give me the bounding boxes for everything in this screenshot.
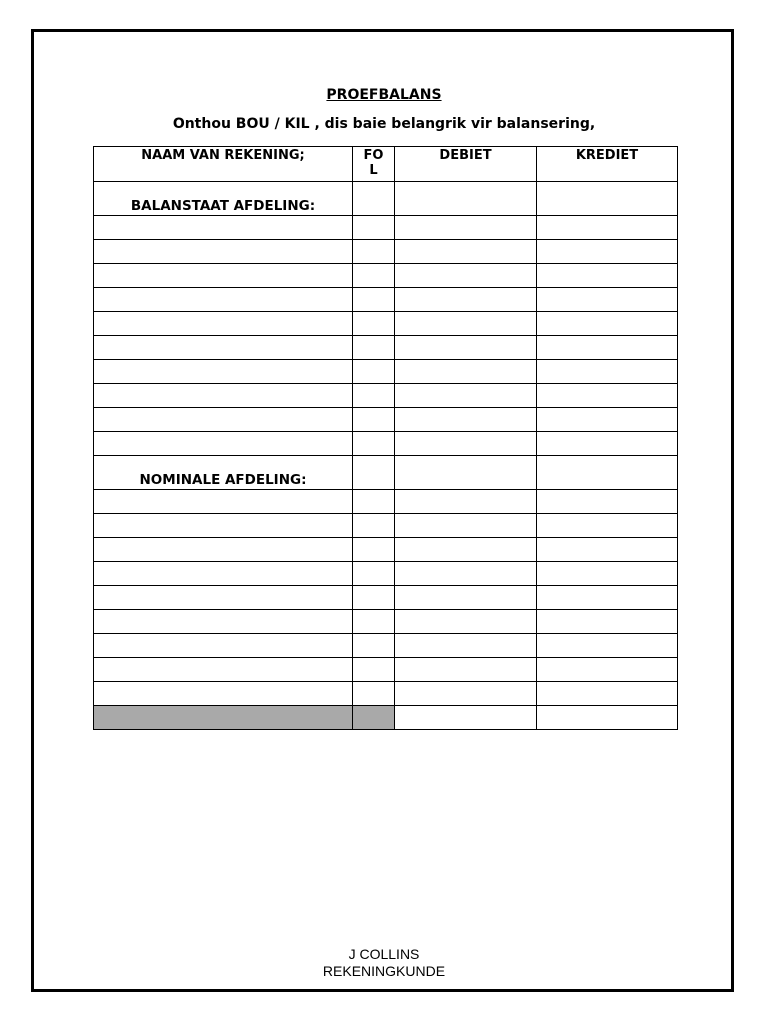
table-cell-debit[interactable] [395, 360, 537, 384]
table-cell-credit[interactable] [537, 634, 678, 658]
table-cell-credit[interactable] [537, 216, 678, 240]
table-cell-name[interactable] [94, 490, 353, 514]
table-cell-credit[interactable] [537, 432, 678, 456]
table-cell-fol[interactable] [353, 336, 395, 360]
table-cell-name[interactable] [94, 586, 353, 610]
table-row [94, 264, 678, 288]
total-row [94, 706, 678, 730]
table-cell-debit[interactable] [395, 240, 537, 264]
table-cell-fol[interactable] [353, 658, 395, 682]
table-cell-debit[interactable] [395, 432, 537, 456]
table-cell-credit[interactable] [537, 360, 678, 384]
table-cell-debit[interactable] [395, 216, 537, 240]
table-cell-name [94, 706, 353, 730]
table-row [94, 538, 678, 562]
footer-author: J COLLINS [348, 946, 420, 962]
table-cell-fol[interactable] [353, 312, 395, 336]
table-row [94, 408, 678, 432]
trial-balance-table [93, 146, 678, 730]
header-credit: KREDIET [537, 147, 678, 182]
table-cell-fol[interactable] [353, 216, 395, 240]
table-cell-debit[interactable] [395, 538, 537, 562]
table-cell-debit[interactable] [395, 514, 537, 538]
table-row [94, 586, 678, 610]
table-cell-credit[interactable] [537, 706, 678, 730]
section-label-balance-sheet: BALANSTAAT AFDELING: [94, 182, 353, 216]
table-row [94, 658, 678, 682]
table-cell-name[interactable] [94, 336, 353, 360]
table-cell-fol[interactable] [353, 384, 395, 408]
table-cell-debit[interactable] [395, 586, 537, 610]
table-cell-name[interactable] [94, 634, 353, 658]
table-cell-debit[interactable] [395, 312, 537, 336]
table-row [94, 432, 678, 456]
table-cell-credit[interactable] [537, 658, 678, 682]
table-cell-credit[interactable] [537, 610, 678, 634]
table-cell-fol[interactable] [353, 360, 395, 384]
footer [0, 946, 768, 980]
table-cell-debit[interactable] [395, 706, 537, 730]
table-cell-fol[interactable] [353, 408, 395, 432]
table-cell-debit[interactable] [395, 264, 537, 288]
table-cell-fol [353, 706, 395, 730]
table-cell-debit[interactable] [395, 634, 537, 658]
table-cell-credit[interactable] [537, 490, 678, 514]
section-label-nominal: NOMINALE AFDELING: [94, 456, 353, 490]
table-cell[interactable] [353, 182, 395, 216]
page-subtitle: Onthou BOU / KIL , dis baie belangrik vir balansering, [172, 116, 596, 132]
table-cell-debit[interactable] [395, 610, 537, 634]
table-cell-credit[interactable] [537, 562, 678, 586]
table-cell-fol[interactable] [353, 264, 395, 288]
table-row [94, 384, 678, 408]
table-row [94, 336, 678, 360]
table-row [94, 562, 678, 586]
table-cell-name[interactable] [94, 288, 353, 312]
table-cell-credit[interactable] [537, 240, 678, 264]
table-cell-fol[interactable] [353, 610, 395, 634]
table-cell-name[interactable] [94, 240, 353, 264]
table-row [94, 682, 678, 706]
table-cell-name[interactable] [94, 216, 353, 240]
table-cell-name[interactable] [94, 514, 353, 538]
table-cell-name[interactable] [94, 360, 353, 384]
footer-subject: REKENINGKUNDE [322, 963, 446, 979]
table-cell-credit[interactable] [537, 312, 678, 336]
table-cell-debit[interactable] [395, 490, 537, 514]
page-title: PROEFBALANS [326, 87, 442, 103]
table-cell-credit[interactable] [537, 264, 678, 288]
table-cell-debit[interactable] [395, 682, 537, 706]
table-cell[interactable] [395, 182, 537, 216]
table-cell-name[interactable] [94, 610, 353, 634]
table-cell-debit[interactable] [395, 658, 537, 682]
table-cell-debit[interactable] [395, 336, 537, 360]
table-cell-fol[interactable] [353, 538, 395, 562]
table-cell-fol[interactable] [353, 562, 395, 586]
table-row [94, 610, 678, 634]
table-cell-credit[interactable] [537, 408, 678, 432]
table-cell-name[interactable] [94, 538, 353, 562]
table-cell[interactable] [537, 182, 678, 216]
table-cell-fol[interactable] [353, 682, 395, 706]
header-account-name: NAAM VAN REKENING; [94, 147, 353, 182]
table-cell-debit[interactable] [395, 288, 537, 312]
table-cell-name[interactable] [94, 432, 353, 456]
table-cell-debit[interactable] [395, 562, 537, 586]
table-cell-debit[interactable] [395, 384, 537, 408]
table-row [94, 490, 678, 514]
table-cell[interactable] [537, 456, 678, 490]
table-cell-fol[interactable] [353, 586, 395, 610]
table-row [94, 514, 678, 538]
table-cell-debit[interactable] [395, 408, 537, 432]
section-row-balance-sheet [94, 182, 678, 216]
table-cell-fol[interactable] [353, 432, 395, 456]
table-cell-name[interactable] [94, 264, 353, 288]
table-row [94, 312, 678, 336]
table-cell-fol[interactable] [353, 514, 395, 538]
table-cell-credit[interactable] [537, 586, 678, 610]
table-row [94, 240, 678, 264]
table-cell-name[interactable] [94, 312, 353, 336]
table-row [94, 360, 678, 384]
table-row [94, 288, 678, 312]
table-cell-credit[interactable] [537, 384, 678, 408]
section-row-nominal [94, 456, 678, 490]
table-cell[interactable] [395, 456, 537, 490]
table-cell-credit[interactable] [537, 682, 678, 706]
table-cell-credit[interactable] [537, 336, 678, 360]
table-cell-credit[interactable] [537, 514, 678, 538]
header-folio: FO L [353, 147, 395, 182]
table-cell-fol[interactable] [353, 490, 395, 514]
table-cell-credit[interactable] [537, 288, 678, 312]
table-cell-fol[interactable] [353, 288, 395, 312]
table-cell[interactable] [353, 456, 395, 490]
table-cell-name[interactable] [94, 408, 353, 432]
table-row [94, 216, 678, 240]
table-cell-credit[interactable] [537, 538, 678, 562]
header-debit: DEBIET [395, 147, 537, 182]
table-header-row [94, 147, 678, 182]
table-cell-fol[interactable] [353, 634, 395, 658]
table-row [94, 634, 678, 658]
table-cell-name[interactable] [94, 384, 353, 408]
table-cell-name[interactable] [94, 562, 353, 586]
table-cell-name[interactable] [94, 682, 353, 706]
table-cell-name[interactable] [94, 658, 353, 682]
table-cell-fol[interactable] [353, 240, 395, 264]
